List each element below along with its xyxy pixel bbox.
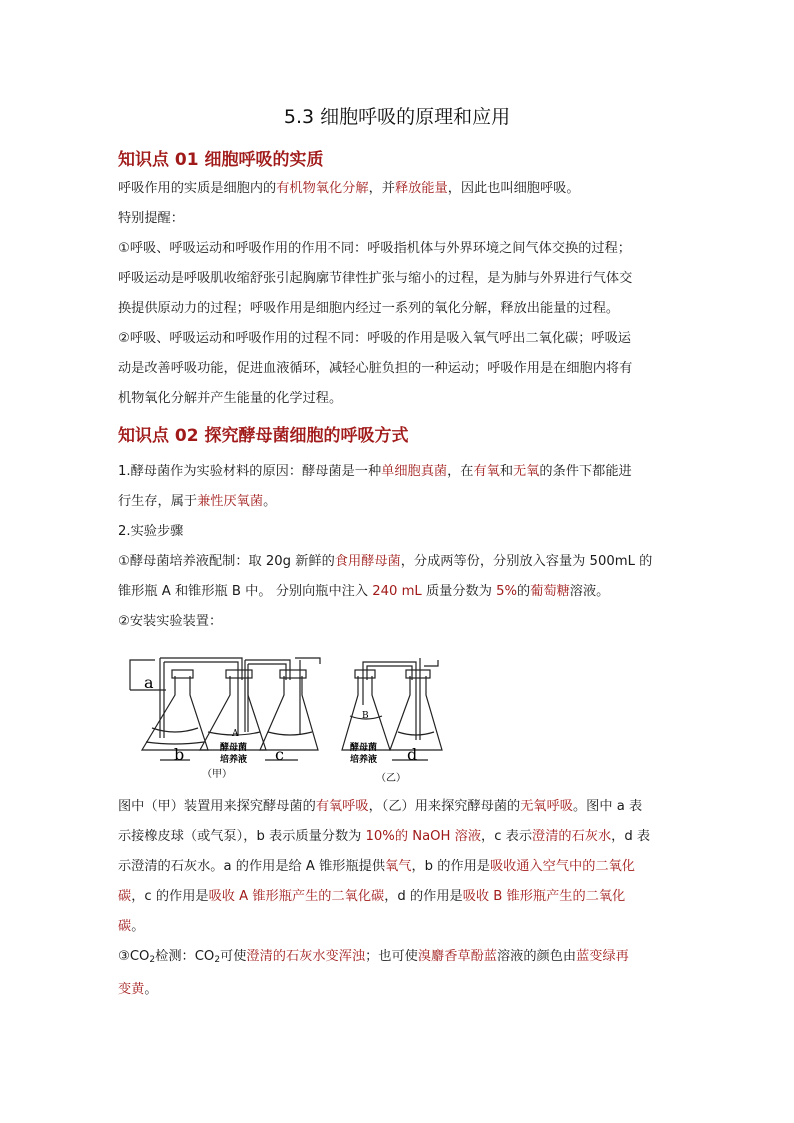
culture-label-jia-2: 培养液 xyxy=(220,755,248,765)
highlight-text: 有氧 xyxy=(473,464,500,479)
text-run: ，b 的作用是 xyxy=(411,859,490,874)
highlight-text: 蓝变绿再 xyxy=(576,949,629,964)
highlight-text: 无氧呼吸 xyxy=(520,799,573,814)
text-run: 1.酵母菌作为实验材料的原因：酵母菌是一种 xyxy=(118,464,382,479)
flask-c xyxy=(260,676,318,750)
tip1-line: 换提供原动力的过程；呼吸作用是细胞内经过一系列的氧化分解，释放出能量的过程。 xyxy=(118,301,620,316)
caption-yi: （乙） xyxy=(376,773,406,784)
text-run: ，c 的作用是 xyxy=(131,889,209,904)
highlight-text: 兼性厌氧菌 xyxy=(197,494,264,509)
text-run: ，因此也叫细胞呼吸。 xyxy=(447,181,580,196)
text-run: 图中（甲）装置用来探究酵母菌的 xyxy=(118,799,316,814)
highlight-text: 单细胞真菌 xyxy=(381,464,448,479)
highlight-text: 5% xyxy=(496,584,518,599)
label-a: a xyxy=(144,673,154,692)
caption-jia: （甲） xyxy=(202,769,232,780)
text-run: ，d 的作用是 xyxy=(384,889,463,904)
text-run: 行生存，属于 xyxy=(118,494,198,509)
label-flask-A: A xyxy=(232,729,239,739)
apparatus-diagram xyxy=(120,650,460,790)
text-run: 。 xyxy=(144,982,158,997)
highlight-text: 碳 xyxy=(118,919,132,934)
text-run: ，并 xyxy=(368,181,395,196)
k1-paragraph xyxy=(118,174,678,414)
label-d: d xyxy=(407,745,418,764)
steps-label: 2.实验步骤 xyxy=(118,524,184,539)
text-run: 锥形瓶 A 和锥形瓶 B 中。 分别向瓶中注入 xyxy=(118,584,373,599)
tip2-line: 动是改善呼吸功能，促进血液循环，减轻心脏负担的一种运动；呼吸作用是在细胞内将有 xyxy=(118,361,633,376)
highlight-text: 澄清的石灰水 xyxy=(532,829,612,844)
tip2-line: 机物氧化分解并产生能量的化学过程。 xyxy=(118,391,343,406)
text-run: ①酵母菌培养液配制：取 20g 新鲜的 xyxy=(118,554,335,569)
text-run: ，d 表 xyxy=(611,829,651,844)
text-run: 质量分数为 xyxy=(421,584,497,599)
page-title: 5.3 细胞呼吸的原理和应用 xyxy=(283,106,511,128)
highlight-text: 吸收 A 锥形瓶产生的二氧化碳 xyxy=(208,889,385,904)
text-run: ，（乙）用来探究酵母菌的 xyxy=(368,799,521,814)
highlight-text: 10%的 NaOH 溶液 xyxy=(365,829,482,844)
subscript: 2 xyxy=(214,955,221,965)
highlight-text: 吸收 B 锥形瓶产生的二氧化 xyxy=(462,889,626,904)
text-run: 示接橡皮球（或气泵），b 表示质量分数为 xyxy=(118,829,366,844)
text-run: 。 xyxy=(263,494,277,509)
highlight-text: 氧气 xyxy=(385,859,412,874)
text-run: ，c 表示 xyxy=(481,829,533,844)
highlight-text: 释放能量 xyxy=(394,181,448,196)
text-run: 呼吸作用的实质是细胞内的 xyxy=(118,181,277,196)
text-run: 。 xyxy=(131,919,145,934)
highlight-text: 食用酵母菌 xyxy=(334,554,401,569)
text-run: 。图中 a 表 xyxy=(572,799,643,814)
section-heading-k1: 知识点 01 细胞呼吸的实质 xyxy=(118,150,324,170)
tube-b-to-d xyxy=(363,662,416,680)
text-run: 检测：CO xyxy=(155,949,215,964)
tip1-line: 呼吸运动是呼吸肌收缩舒张引起胸廓节律性扩张与缩小的过程，是为肺与外界进行气体交 xyxy=(118,271,633,286)
highlight-text: 溴麝香草酚蓝 xyxy=(417,949,497,964)
highlight-text: 有氧呼吸 xyxy=(315,799,369,814)
label-c: c xyxy=(275,745,284,764)
subscript: 2 xyxy=(149,955,156,965)
text-run: ；也可使 xyxy=(365,949,418,964)
text-run: ，分成两等份，分别放入容量为 500mL 的 xyxy=(400,554,653,569)
highlight-text: 碳 xyxy=(118,889,132,904)
text-run: 示澄清的石灰水。a 的作用是给 A 锥形瓶提供 xyxy=(118,859,386,874)
highlight-text: 变黄 xyxy=(118,982,145,997)
label-b: b xyxy=(174,745,185,764)
section-heading-k2: 知识点 02 探究酵母菌细胞的呼吸方式 xyxy=(118,426,409,446)
step2-label: ②安装实验装置： xyxy=(118,614,223,629)
highlight-text: 无氧 xyxy=(513,464,540,479)
label-flask-B: B xyxy=(362,711,369,721)
highlight-text: 葡萄糖 xyxy=(530,584,570,599)
highlight-text: 有机物氧化分解 xyxy=(276,181,369,196)
highlight-text: 240 mL xyxy=(372,584,422,599)
tip2-line: ②呼吸、呼吸运动和呼吸作用的过程不同：呼吸的作用是吸入氧气呼出二氧化碳；呼吸运 xyxy=(118,331,631,346)
text-run: 可使 xyxy=(220,949,247,964)
text-run: 的 xyxy=(517,584,531,599)
highlight-text: 吸收通入空气中的二氧化 xyxy=(489,859,635,874)
k2-paragraph-1 xyxy=(118,457,678,637)
highlight-text: 澄清的石灰水变浑浊 xyxy=(246,949,366,964)
culture-label-yi-1: 酵母菌 xyxy=(350,743,378,753)
text-run: 和 xyxy=(499,464,514,479)
culture-label-yi-2: 培养液 xyxy=(350,755,378,765)
text-run: ③CO xyxy=(118,949,150,964)
text-run: 的条件下都能进 xyxy=(539,464,632,479)
culture-label-jia-1: 酵母菌 xyxy=(220,743,248,753)
tip1-line: ①呼吸、呼吸运动和呼吸作用的作用不同：呼吸指机体与外界环境之间气体交换的过程； xyxy=(118,241,631,256)
text-run: ，在 xyxy=(447,464,474,479)
tip-label: 特别提醒： xyxy=(118,211,184,226)
text-run: 溶液的颜色由 xyxy=(496,949,577,964)
text-run: 溶液。 xyxy=(569,584,610,599)
k2-paragraph-2 xyxy=(118,792,678,1005)
